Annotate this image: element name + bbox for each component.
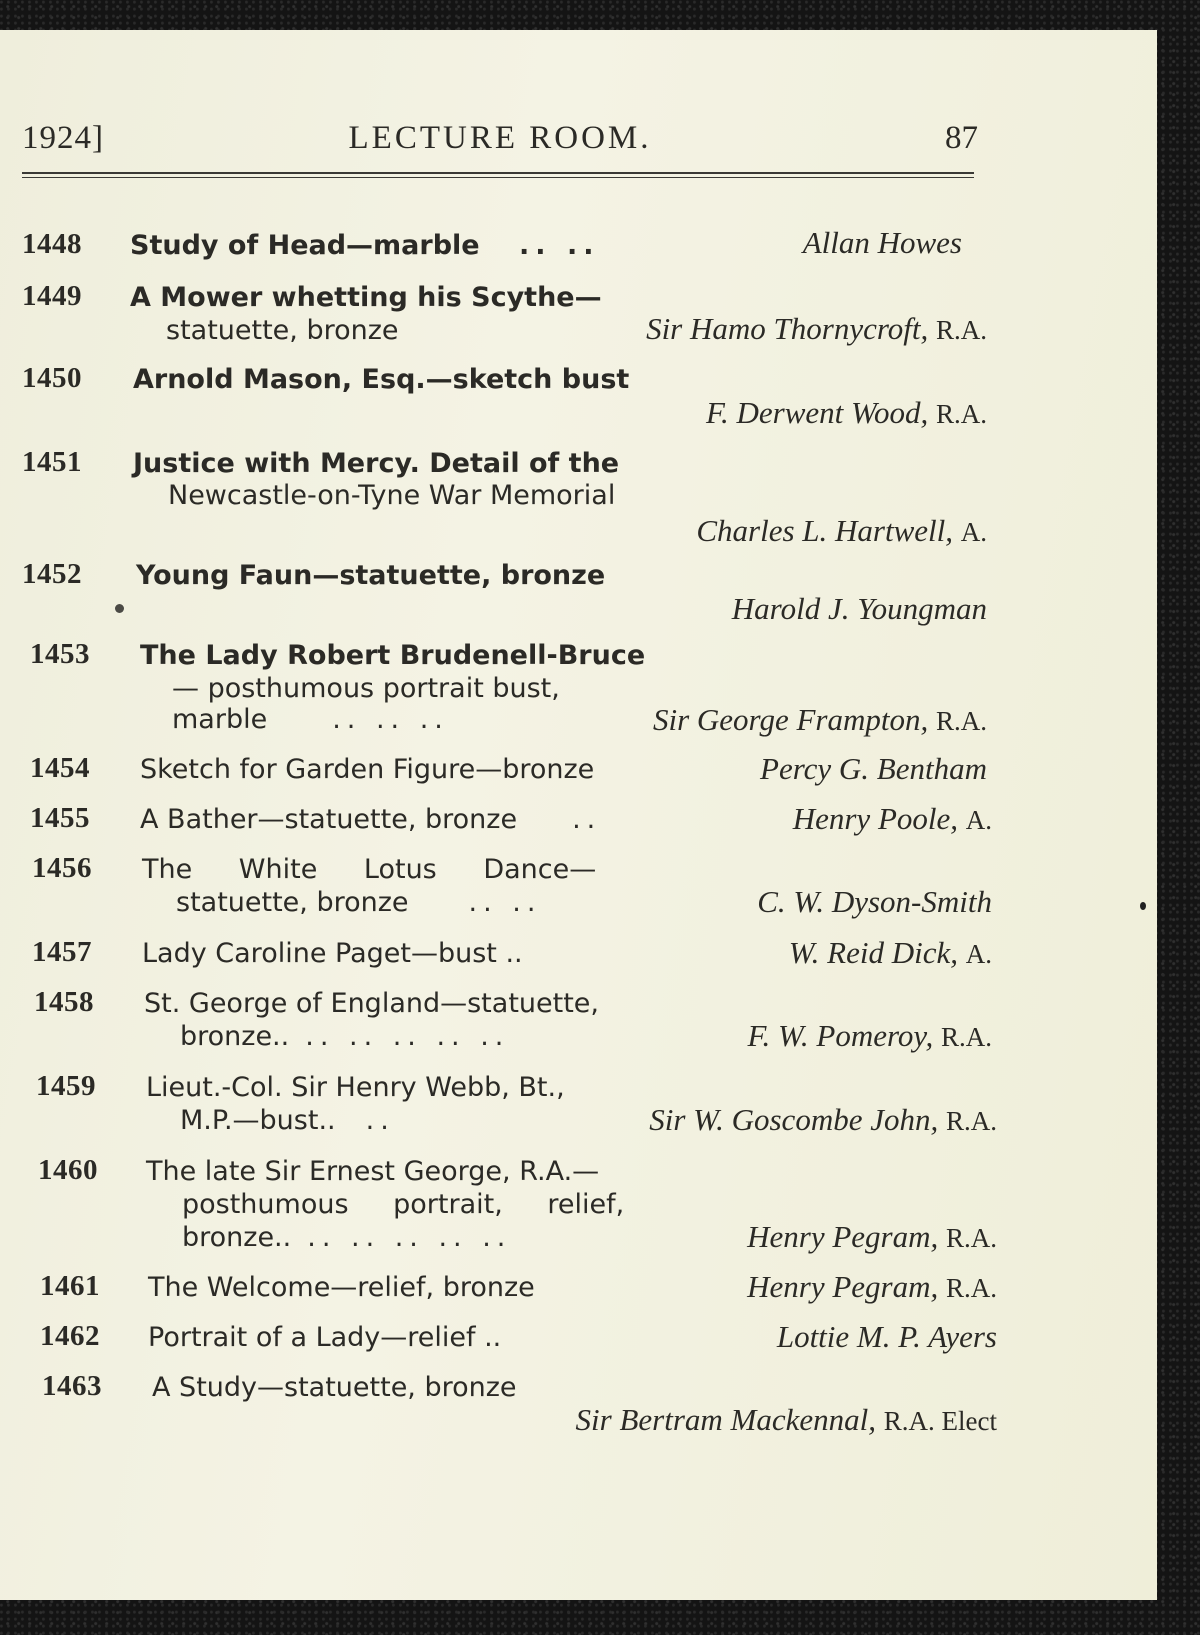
entry-title-line: posthumous portrait, relief,	[182, 1189, 625, 1220]
entry-number: 1455	[30, 802, 90, 834]
entry-leader: .. .. ..	[332, 704, 449, 735]
entry-number: 1448	[22, 228, 82, 260]
entry-artist: Harold J. Youngman	[731, 591, 987, 626]
entry-artist: Percy G. Bentham	[760, 751, 987, 786]
entry-title-line: The late Sir Ernest George, R.A.—	[146, 1156, 600, 1187]
entry-title-line: Justice with Mercy. Detail of the	[133, 448, 620, 479]
entry-artist: C. W. Dyson-Smith	[757, 884, 992, 919]
entry-number: 1457	[32, 936, 92, 968]
entry-title-line: statuette, bronze .. ..	[176, 887, 542, 918]
entry-title-line: Newcastle-on-Tyne War Memorial	[168, 480, 616, 511]
entry-title-line: Young Faun—statuette, bronze	[136, 560, 606, 591]
entry-title-line: A Study—statuette, bronze	[152, 1372, 517, 1403]
entry-number: 1462	[40, 1320, 100, 1352]
entry-title-line: The Welcome—relief, bronze	[148, 1272, 535, 1303]
entry-title-line: A Bather—statuette, bronze ..	[140, 804, 602, 835]
entry-leader: ..	[365, 1105, 395, 1136]
entry-artist: F. Derwent Wood, R.A.	[706, 395, 987, 430]
entry-artist: Sir George Frampton, R.A.	[652, 702, 987, 737]
entry-number: 1451	[22, 446, 82, 478]
entry-title-line: Lieut.-Col. Sir Henry Webb, Bt.,	[146, 1072, 565, 1103]
entry-title-line: statuette, bronze	[166, 315, 399, 346]
entry-title-line: Lady Caroline Paget—bust ..	[142, 938, 523, 969]
entry-number: 1461	[40, 1270, 100, 1302]
entry-title-line: bronze.. .. .. .. .. ..	[182, 1222, 512, 1253]
entry-artist: Sir Bertram Mackennal, R.A. Elect	[575, 1402, 997, 1437]
header-title: LECTURE ROOM.	[348, 120, 652, 156]
entry-leader: .. ..	[519, 230, 600, 261]
entry-artist: W. Reid Dick, A.	[788, 935, 992, 970]
entry-artist: Sir Hamo Thornycroft, R.A.	[646, 311, 987, 346]
entry-number: 1458	[34, 986, 94, 1018]
entry-artist: F. W. Pomeroy, R.A.	[747, 1018, 992, 1053]
entry-title-line: The White Lotus Dance—	[142, 854, 597, 885]
entry-title-line: Portrait of a Lady—relief ..	[148, 1322, 502, 1353]
entry-title-line: — posthumous portrait bust,	[172, 673, 560, 704]
entry-title-line: Sketch for Garden Figure—bronze	[140, 754, 595, 785]
entry-title-line: Arnold Mason, Esq.—sketch bust	[133, 364, 630, 395]
entry-title-line: St. George of England—statuette,	[144, 988, 599, 1019]
entry-artist: Henry Pegram, R.A.	[747, 1269, 997, 1304]
entry-number: 1449	[22, 280, 82, 312]
entry-number: 1459	[36, 1070, 96, 1102]
entry-title-line: The Lady Robert Brudenell-Bruce	[140, 640, 646, 671]
page-header	[0, 30, 1157, 180]
entry-artist: Lottie M. P. Ayers	[776, 1319, 997, 1354]
entry-number: 1460	[38, 1154, 98, 1186]
entry-leader: .. ..	[468, 887, 542, 918]
header-rule-thin	[22, 177, 974, 178]
entry-artist: Henry Poole, A.	[792, 801, 992, 836]
entry-number: 1456	[32, 852, 92, 884]
entry-leader: .. .. .. .. ..	[305, 1021, 510, 1052]
entry-number: 1463	[42, 1370, 102, 1402]
entry-title-line: marble .. .. ..	[172, 704, 449, 735]
catalogue-page	[0, 30, 1157, 1600]
entry-leader: ..	[572, 804, 602, 835]
entry-number: 1454	[30, 752, 90, 784]
entry-leader: .. .. .. .. ..	[307, 1222, 512, 1253]
entry-number: 1453	[30, 638, 90, 670]
entry-title-line: A Mower whetting his Scythe—	[130, 282, 602, 313]
entry-title-line: Study of Head—marble .. ..	[130, 230, 600, 261]
entry-artist: Allan Howes	[802, 225, 962, 260]
entry-artist: Charles L. Hartwell, A.	[696, 513, 987, 548]
margin-mark	[1140, 902, 1146, 910]
entry-title-line: M.P.—bust.. ..	[180, 1105, 395, 1136]
ink-blot	[115, 604, 124, 613]
entry-artist: Sir W. Goscombe John, R.A.	[649, 1102, 997, 1137]
entry-title-line: bronze.. .. .. .. .. ..	[180, 1021, 510, 1052]
header-page-number: 87	[945, 120, 978, 156]
entry-artist: Henry Pegram, R.A.	[747, 1219, 997, 1254]
header-year: 1924]	[22, 120, 104, 156]
header-rule	[22, 172, 974, 174]
entry-number: 1450	[22, 362, 82, 394]
entry-number: 1452	[22, 558, 82, 590]
